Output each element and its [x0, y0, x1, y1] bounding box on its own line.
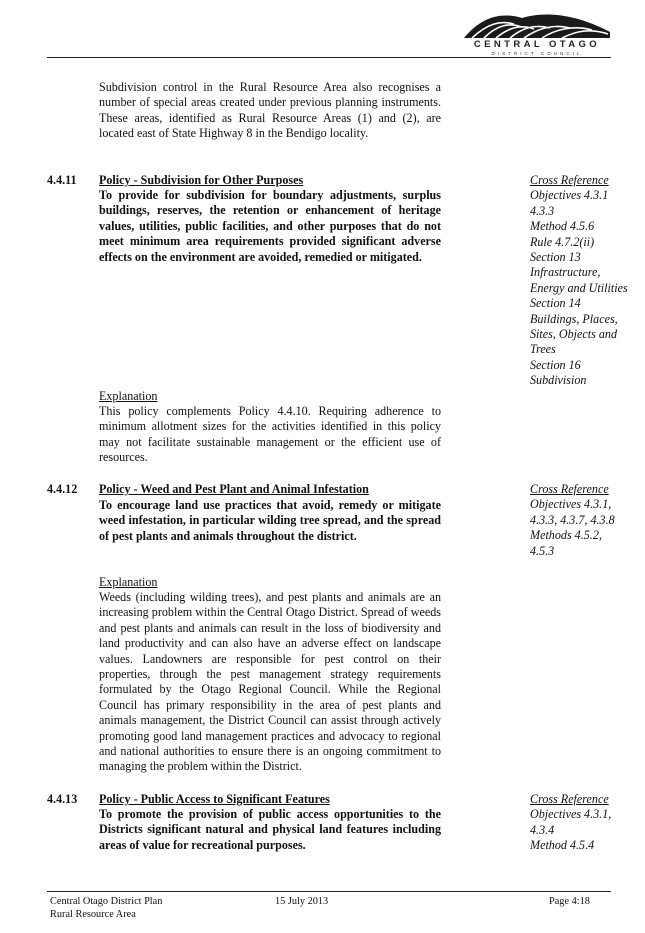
- cross-reference-line: Buildings, Places,: [530, 311, 618, 326]
- policy-text: To promote the provision of public access opportunities to the Districts significant natural and physical land features including areas of value for recreational purposes.: [99, 807, 441, 852]
- cross-reference-line: Section 16: [530, 357, 581, 372]
- footer-rule: [47, 891, 611, 892]
- explanation-label: Explanation: [99, 575, 158, 589]
- cross-reference-line: Method 4.5.4: [530, 838, 595, 853]
- policy-text: To provide for subdivision for boundary adjustments, surplus buildings, reserves, the retention or enhancement of heritage values, utilities, public facilities, and other purposes that do not meet minimum area requirements provided significant adverse effects on the environment are avoided, remedied or mitigated.: [99, 188, 441, 264]
- logo-brand-text: CENTRAL OTAGO: [473, 39, 601, 50]
- footer-date: 15 July 2013: [275, 896, 329, 907]
- header-rule: [47, 57, 611, 58]
- cross-reference-line: 4.5.3: [530, 543, 555, 558]
- cross-reference-line: Infrastructure,: [530, 265, 601, 280]
- cross-reference-line: 4.3.3, 4.3.7, 4.3.8: [530, 512, 615, 527]
- policy-number: 4.4.12: [47, 482, 78, 496]
- policy-text: To encourage land use practices that avoid, remedy or mitigate weed infestation, in particular wilding tree spread, and the spread of pest plants and animals throughout the district.: [99, 498, 441, 543]
- mountains-logo-icon: [462, 10, 612, 40]
- cross-reference: [530, 792, 640, 854]
- cross-reference: [530, 173, 640, 389]
- cross-reference-heading: Cross Reference: [530, 173, 609, 187]
- cross-reference-line: Sites, Objects and: [530, 327, 617, 342]
- footer-plan-name: Central Otago District Plan: [50, 896, 163, 907]
- logo-subtitle-text: DISTRICT COUNCIL: [491, 51, 583, 56]
- explanation-label: Explanation: [99, 389, 158, 403]
- cross-reference-heading: Cross Reference: [530, 792, 609, 806]
- cross-reference-line: Method 4.5.6: [530, 219, 595, 234]
- council-logo: [462, 10, 612, 54]
- policy-title: Policy - Weed and Pest Plant and Animal Infestation: [99, 482, 369, 496]
- cross-reference-line: Objectives 4.3.1,: [530, 497, 612, 512]
- explanation-text: Weeds (including wilding trees), and pest plants and animals are an increasing problem within the Central Otago District. Spread of weeds and pest plants and animals can result in the loss of biodiversity and land productivity and can also have an adverse effect on landscape values. Landowners are responsible for pest control on their properties, through the pest management strategy requirements formulated by the Otago Regional Council. While the Regional Council has primary responsibility in the area of pest plants and animals management, the District Council can assist through actively promoting good land management practices and advocacy to regional and national authorities to ensure there is an ongoing commitment to managing the problem within the District.: [99, 590, 441, 774]
- intro-paragraph: Subdivision control in the Rural Resource Area also recognises a number of special areas created under previous planning instruments. These areas, identified as Rural Resource Areas (1) and (2), are located east of State Highway 8 in the Bendigo locality.: [99, 80, 441, 141]
- cross-reference-line: Section 13: [530, 250, 581, 265]
- footer-left: [50, 896, 162, 921]
- footer-section-name: Rural Resource Area: [50, 908, 136, 920]
- cross-reference-line: 4.3.4: [530, 822, 555, 837]
- policy-title: Policy - Subdivision for Other Purposes: [99, 173, 304, 187]
- policy-title: Policy - Public Access to Significant Features: [99, 792, 330, 806]
- cross-reference: [530, 482, 640, 559]
- cross-reference-heading: Cross Reference: [530, 482, 609, 496]
- cross-reference-line: Methods 4.5.2,: [530, 528, 602, 543]
- cross-reference-line: Objectives 4.3.1: [530, 188, 609, 203]
- cross-reference-line: Trees: [530, 342, 556, 357]
- cross-reference-line: Section 14: [530, 296, 581, 311]
- policy-number: 4.4.13: [47, 792, 78, 806]
- cross-reference-line: Subdivision: [530, 373, 587, 388]
- policy-number: 4.4.11: [47, 173, 77, 187]
- explanation-text: This policy complements Policy 4.4.10. Requiring adherence to minimum allotment sizes for the activities identified in this policy may not facilitate sustainable management or the efficient use of resources.: [99, 404, 441, 465]
- cross-reference-line: Objectives 4.3.1,: [530, 807, 612, 822]
- cross-reference-line: Energy and Utilities: [530, 280, 628, 295]
- footer-page-number: Page 4:18: [549, 896, 590, 907]
- cross-reference-line: Rule 4.7.2(ii): [530, 234, 595, 249]
- cross-reference-line: 4.3.3: [530, 203, 555, 218]
